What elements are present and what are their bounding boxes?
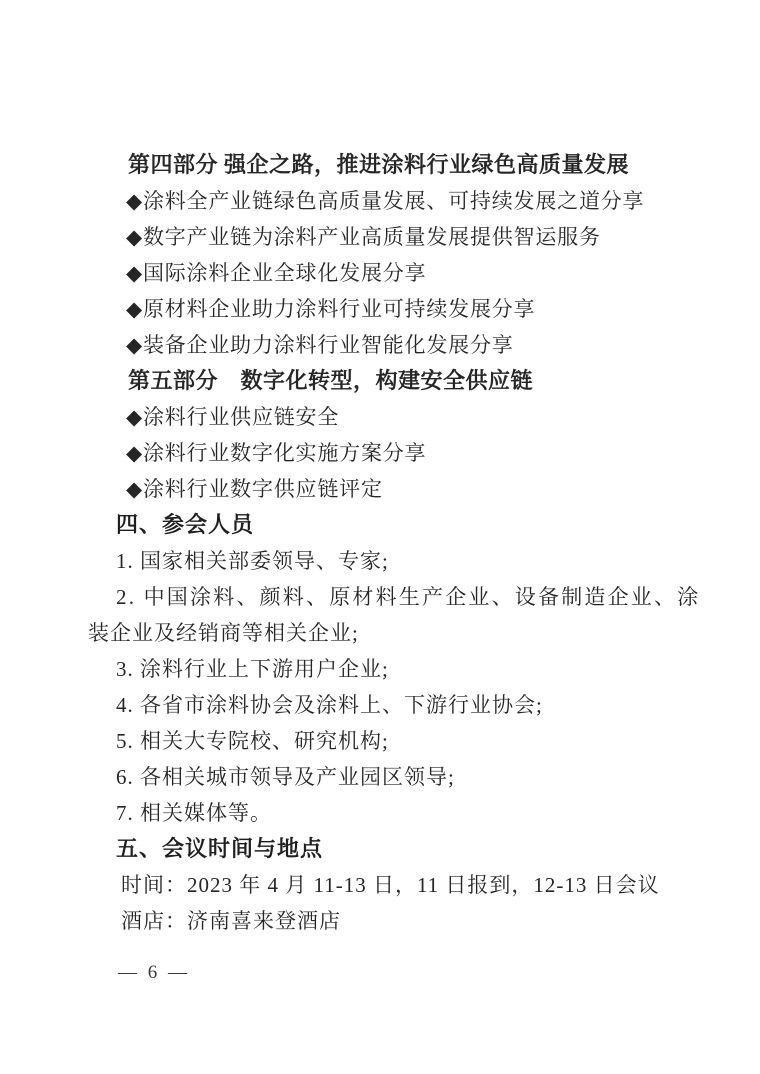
bullet-item: ◆涂料全产业链绿色高质量发展、可持续发展之道分享 [126,189,645,213]
numbered-item: 1. 国家相关部委领导、专家; [116,549,389,573]
meeting-hotel-line: 酒店：济南喜来登酒店 [121,909,341,933]
page-number: — 6 — [118,962,190,983]
numbered-item: 4. 各省市涂料协会及涂料上、下游行业协会; [116,693,543,717]
bullet-item: ◆涂料行业供应链安全 [126,405,340,429]
section-4-participants-heading: 四、参会人员 [116,512,255,537]
numbered-item: 2. 中国涂料、颜料、原材料生产企业、设备制造企业、涂 [116,585,701,609]
numbered-item: 3. 涂料行业上下游用户企业; [116,657,389,681]
numbered-item-continuation: 装企业及经销商等相关企业; [88,621,359,645]
document-body [88,147,701,939]
bullet-item: ◆原材料企业助力涂料行业可持续发展分享 [126,297,536,321]
bullet-item: ◆装备企业助力涂料行业智能化发展分享 [126,333,514,357]
numbered-item: 6. 各相关城市领导及产业园区领导; [116,765,455,789]
section-5-time-venue-heading: 五、会议时间与地点 [116,836,324,861]
bullet-item: ◆涂料行业数字供应链评定 [126,477,383,501]
numbered-item: 7. 相关媒体等。 [116,801,272,825]
meeting-time-line: 时间：2023 年 4 月 11-13 日，11 日报到，12-13 日会议 [121,873,660,897]
bullet-item: ◆数字产业链为涂料产业高质量发展提供智运服务 [126,225,601,249]
bullet-item: ◆涂料行业数字化实施方案分享 [126,441,427,465]
part-4-heading: 第四部分 强企之路，推进涂料行业绿色高质量发展 [128,152,630,177]
bullet-item: ◆国际涂料企业全球化发展分享 [126,261,427,285]
numbered-item: 5. 相关大专院校、研究机构; [116,729,389,753]
part-5-heading: 第五部分 数字化转型，构建安全供应链 [128,368,534,393]
